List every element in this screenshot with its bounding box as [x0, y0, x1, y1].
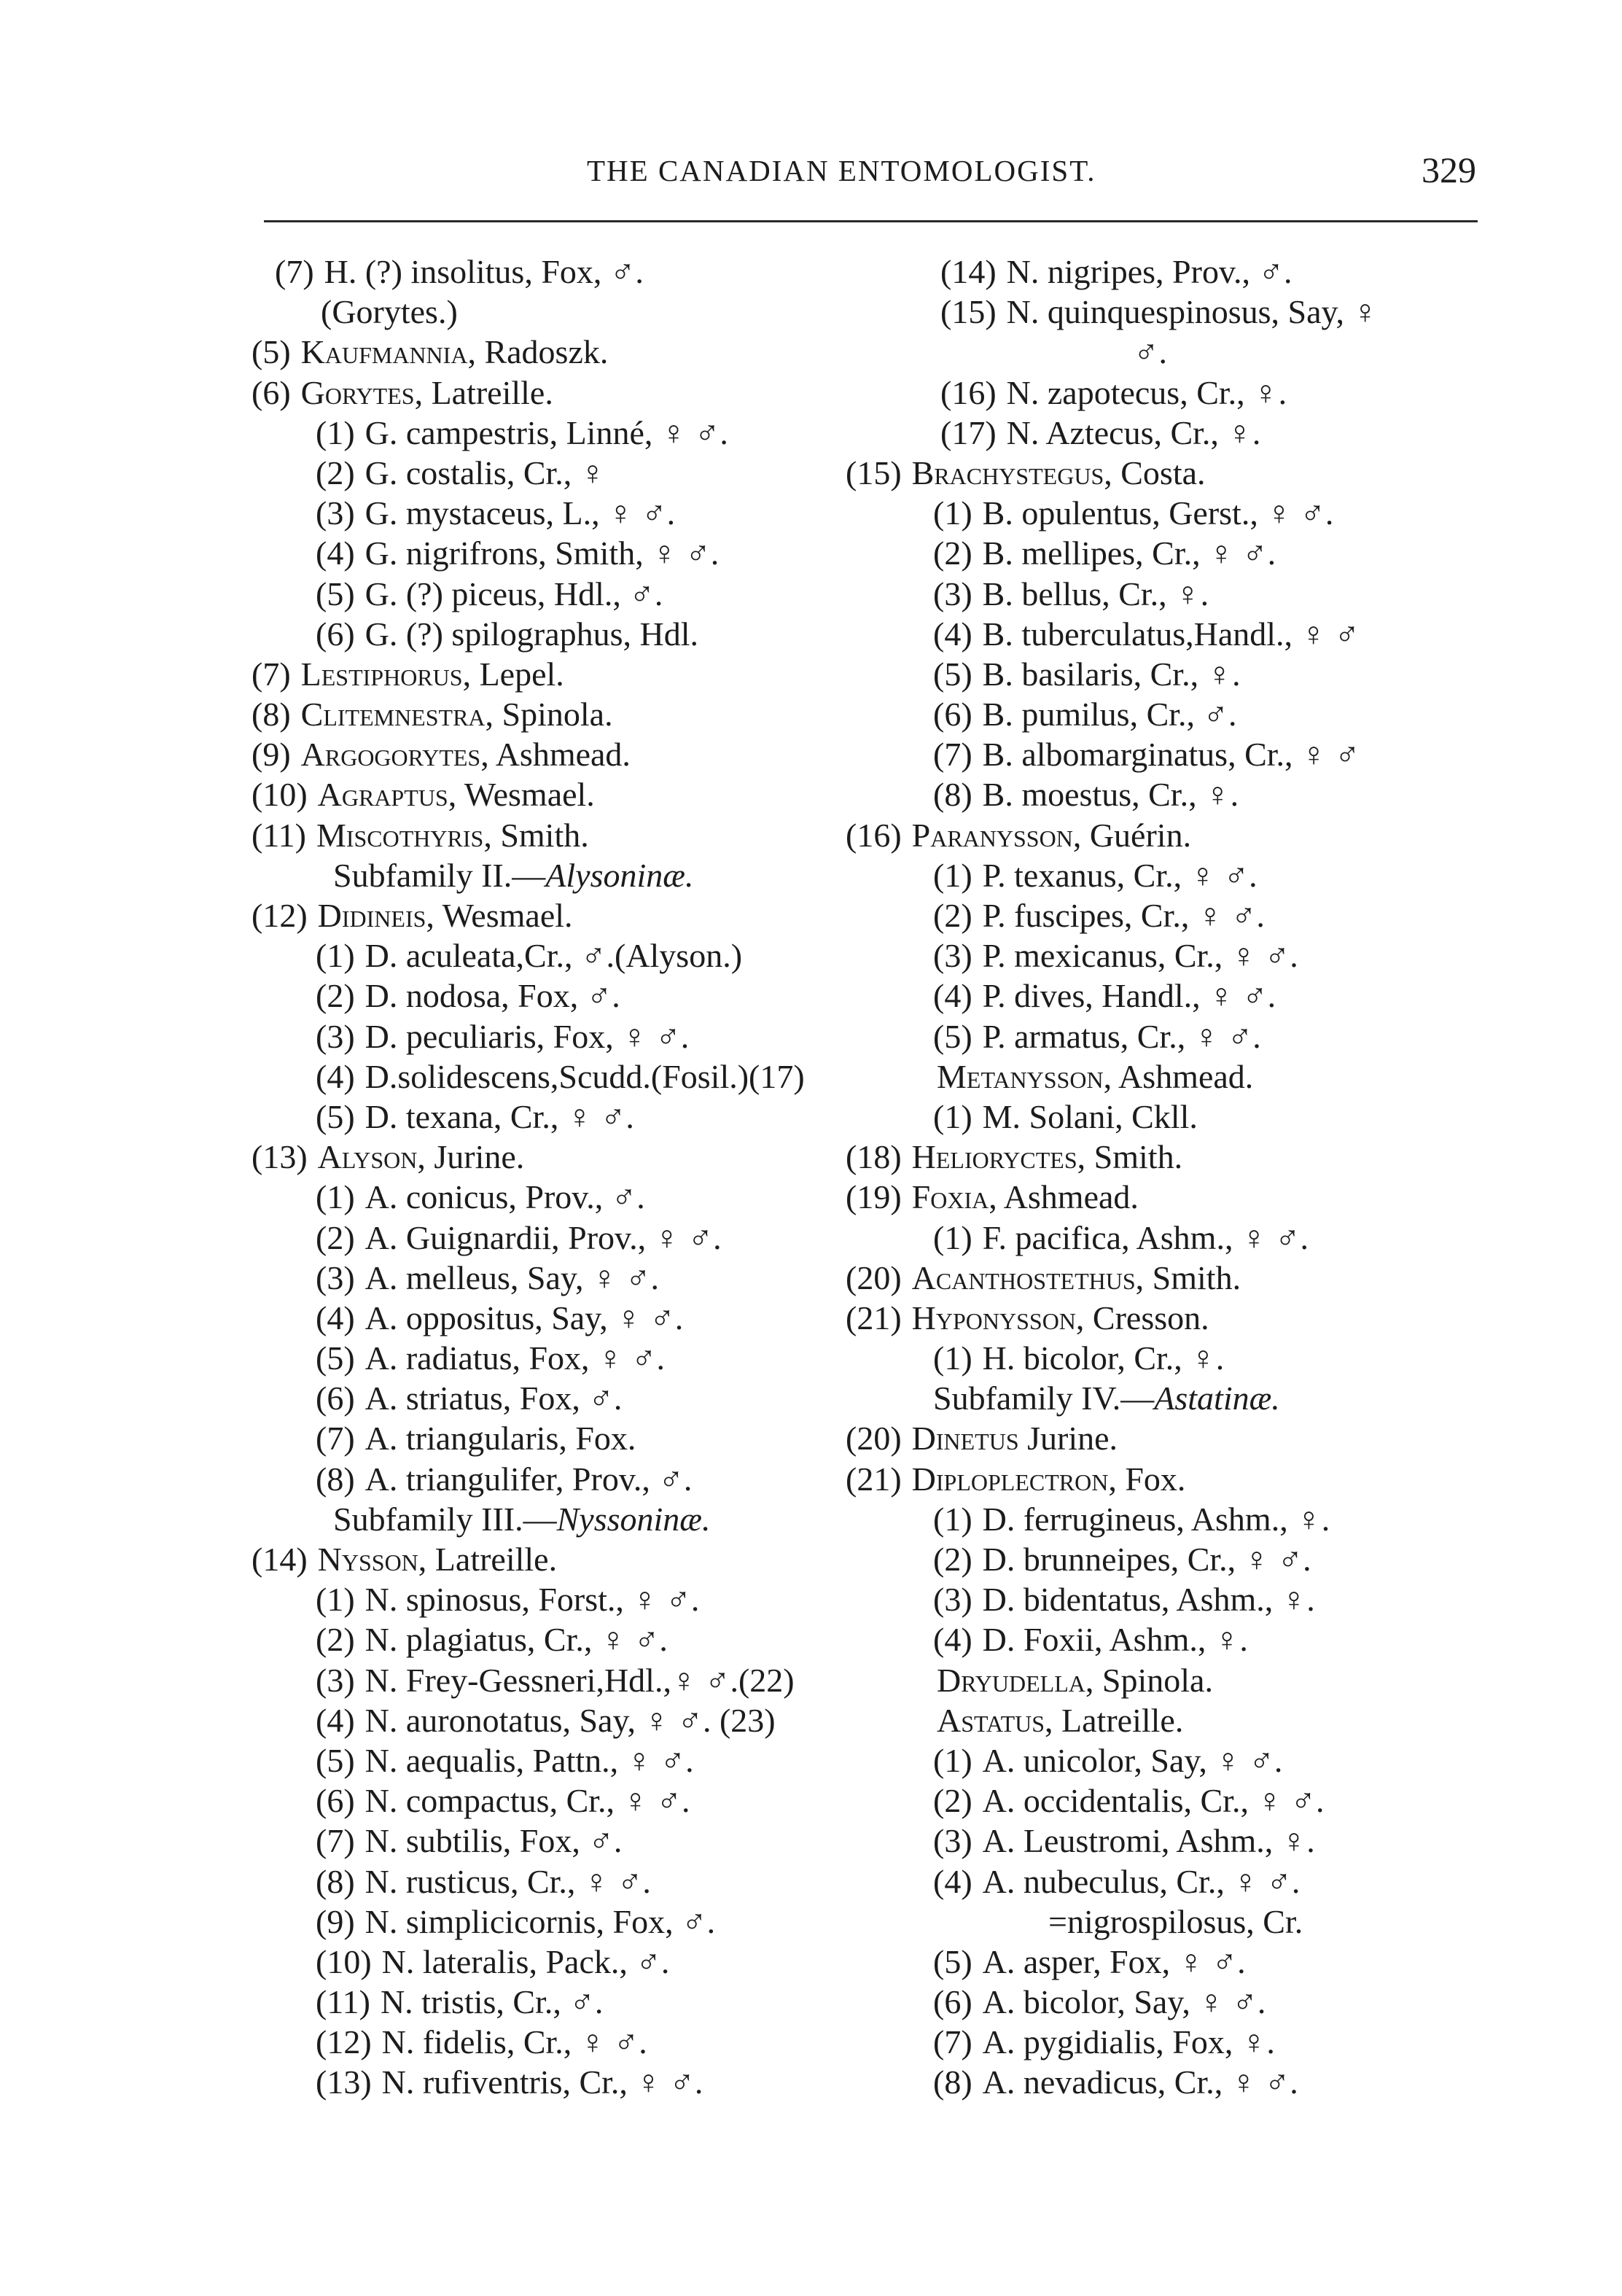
list-item — [252, 1821, 908, 1861]
list-item — [252, 1499, 908, 1539]
genus-name: Gorytes — [300, 373, 415, 411]
list-item — [252, 1982, 908, 2022]
entry-number: (6) — [316, 615, 355, 653]
list-item — [846, 1137, 1502, 1177]
entry-text: G. costalis, Cr., ♀ — [364, 454, 606, 491]
entry-text: A. triangularis, Fox. — [364, 1420, 636, 1458]
list-item — [846, 815, 1502, 855]
entry-text: A. nevadicus, Cr., ♀ ♂. — [982, 2063, 1298, 2101]
entry-text: N. auronotatus, Say, ♀ ♂. (23) — [364, 1701, 776, 1739]
header-rule — [264, 220, 1478, 222]
entry-text: H. bicolor, Cr., ♀. — [982, 1339, 1225, 1377]
subfamily-name: Nyssoninæ. — [556, 1500, 711, 1538]
list-item — [252, 734, 908, 774]
entry-text: P. texanus, Cr., ♀ ♂. — [982, 856, 1258, 894]
genus-name: Argogorytes — [300, 736, 481, 774]
list-item — [846, 1338, 1502, 1378]
list-item — [252, 935, 908, 976]
entry-number: (3) — [933, 1581, 972, 1619]
list-item — [252, 1579, 908, 1619]
entry-number: (1) — [933, 856, 972, 894]
entry-text: A. striatus, Fox, ♂. — [364, 1379, 623, 1417]
entry-number: (2) — [316, 977, 355, 1015]
entry-number: (20) — [846, 1258, 902, 1296]
genus-name: Brachystegus — [911, 454, 1104, 491]
entry-text: G. mystaceus, L., ♀ ♂. — [364, 494, 676, 532]
list-item — [252, 654, 908, 694]
entry-text: A. radiatus, Fox, ♀ ♂. — [364, 1339, 666, 1377]
entry-number: (2) — [933, 897, 972, 934]
entry-text: A. triangulifer, Prov., ♂. — [364, 1460, 693, 1498]
list-item — [846, 1499, 1502, 1539]
entry-number: (13) — [316, 2063, 372, 2101]
genus-name: Helioryctes — [911, 1138, 1077, 1176]
entry-number: (21) — [846, 1460, 902, 1498]
entry-text: Subfamily III.— — [333, 1500, 557, 1538]
right-column — [846, 252, 1502, 2103]
entry-number: (7) — [316, 1420, 355, 1458]
list-item — [846, 1056, 1502, 1097]
list-item — [252, 292, 908, 332]
entry-number: (1) — [316, 413, 355, 451]
entry-number: (7) — [933, 2023, 972, 2061]
list-item — [846, 1982, 1502, 2022]
entry-text: N. lateralis, Pack., ♂. — [381, 1942, 670, 1980]
entry-text: , Costa. — [1104, 454, 1206, 491]
entry-text: B. moestus, Cr., ♀. — [982, 776, 1239, 814]
entry-text: , Latreille. — [1045, 1701, 1184, 1739]
list-item — [252, 1097, 908, 1137]
genus-name: Miscothyris — [316, 816, 484, 854]
genus-name: Paranysson — [911, 816, 1073, 854]
genus-name: Nysson — [317, 1541, 418, 1578]
entry-text: N. plagiatus, Cr., ♀ ♂. — [364, 1621, 668, 1659]
list-item — [252, 493, 908, 533]
genus-name: Metanysson — [937, 1057, 1104, 1095]
entry-text: , Radoszk. — [467, 333, 609, 371]
list-item — [252, 895, 908, 935]
entry-number: (2) — [933, 1782, 972, 1820]
entry-text: P. dives, Handl., ♀ ♂. — [982, 977, 1276, 1015]
entry-text: D. aculeata,Cr., ♂.(Alyson.) — [364, 937, 743, 975]
list-item — [252, 1861, 908, 1902]
entry-text: H. (?) insolitus, Fox, ♂. — [324, 253, 644, 290]
entry-text: A. unicolor, Say, ♀ ♂. — [982, 1741, 1283, 1779]
entry-number: (6) — [252, 373, 291, 411]
entry-text: G. (?) piceus, Hdl., ♂. — [364, 575, 663, 612]
list-item — [252, 1298, 908, 1338]
entry-number: (11) — [316, 1983, 370, 2021]
entry-number: (8) — [252, 696, 291, 733]
entry-text: M. Solani, Ckll. — [982, 1097, 1198, 1135]
subfamily-name: Alysoninæ. — [545, 856, 694, 894]
entry-number: (5) — [252, 333, 291, 371]
list-item — [846, 292, 1502, 332]
genus-name: Hyponysson — [911, 1299, 1076, 1336]
list-item — [846, 976, 1502, 1016]
list-item — [846, 1660, 1502, 1700]
list-item — [252, 694, 908, 734]
entry-text: N. nigripes, Prov., ♂. — [1006, 253, 1292, 290]
entry-number: (1) — [316, 1581, 355, 1619]
entry-number: (4) — [933, 615, 972, 653]
list-item — [846, 1177, 1502, 1217]
entry-text: , Wesmael. — [426, 897, 573, 934]
list-item — [252, 1016, 908, 1056]
list-item — [252, 1740, 908, 1781]
genus-name: Kaufmannia — [300, 333, 468, 371]
list-item — [846, 1258, 1502, 1298]
entry-number: (14) — [940, 253, 997, 290]
entry-number: (3) — [316, 1661, 355, 1699]
entry-text: G. campestris, Linné, ♀ ♂. — [364, 413, 728, 451]
entry-text: F. pacifica, Ashm., ♀ ♂. — [982, 1218, 1309, 1256]
entry-text: Subfamily IV.— — [933, 1379, 1155, 1417]
list-item — [252, 574, 908, 614]
entry-number: (1) — [933, 1218, 972, 1256]
list-item — [252, 1056, 908, 1097]
entry-text: B. opulentus, Gerst., ♀ ♂. — [982, 494, 1334, 532]
running-title: THE CANADIAN ENTOMOLOGIST. — [587, 154, 1096, 187]
entry-number: (9) — [316, 1902, 355, 1940]
entry-text: N. zapotecus, Cr., ♀. — [1006, 373, 1287, 411]
entry-number: (1) — [316, 1178, 355, 1216]
genus-name: Clitemnestra — [300, 696, 486, 733]
entry-number: (1) — [933, 494, 972, 532]
list-item — [846, 2022, 1502, 2062]
list-item — [252, 1418, 908, 1458]
list-item — [846, 1700, 1502, 1740]
entry-number: (2) — [316, 1621, 355, 1659]
entry-text: A. pygidialis, Fox, ♀. — [982, 2023, 1275, 2061]
genus-name: Alyson — [317, 1138, 418, 1176]
entry-text: A. Guignardii, Prov., ♀ ♂. — [364, 1218, 722, 1256]
entry-text: ♂. — [1134, 333, 1167, 371]
entry-number: (21) — [846, 1299, 902, 1336]
entry-number: (3) — [933, 1822, 972, 1860]
entry-number: (6) — [933, 1983, 972, 2021]
list-item — [846, 1579, 1502, 1619]
list-item — [846, 2062, 1502, 2102]
entry-text: B. albomarginatus, Cr., ♀ ♂ — [982, 736, 1360, 774]
entry-text: N. quinquespinosus, Say, ♀ — [1006, 293, 1379, 331]
entry-number: (2) — [316, 1218, 355, 1256]
entry-text: D. nodosa, Fox, ♂. — [364, 977, 620, 1015]
entry-number: (1) — [933, 1500, 972, 1538]
genus-name: Agraptus — [317, 776, 448, 814]
entry-number: (5) — [316, 1741, 355, 1779]
page-number: 329 — [1422, 149, 1476, 190]
list-item — [846, 1378, 1502, 1418]
entry-number: (7) — [933, 736, 972, 774]
list-item — [252, 332, 908, 372]
list-item — [846, 654, 1502, 694]
list-item — [252, 1539, 908, 1579]
list-item — [252, 2062, 908, 2102]
entry-number: (1) — [316, 937, 355, 975]
left-column — [252, 252, 908, 2103]
entry-number: (1) — [933, 1097, 972, 1135]
entry-text: , Guérin. — [1072, 816, 1192, 854]
entry-number: (5) — [316, 1339, 355, 1377]
list-item — [252, 1700, 908, 1740]
entry-text: N. rusticus, Cr., ♀ ♂. — [364, 1862, 651, 1900]
entry-number: (5) — [933, 1942, 972, 1980]
entry-number: (4) — [933, 1621, 972, 1659]
list-item — [252, 1177, 908, 1217]
entry-text: Subfamily II.— — [333, 856, 546, 894]
entry-text: , Wesmael. — [448, 776, 595, 814]
list-item — [846, 935, 1502, 976]
list-item — [252, 2022, 908, 2062]
list-item — [846, 1821, 1502, 1861]
entry-text: , Smith. — [1077, 1138, 1183, 1176]
list-item — [846, 1016, 1502, 1056]
entry-text: A. occidentalis, Cr., ♀ ♂. — [982, 1782, 1325, 1820]
entry-text: , Lepel. — [462, 655, 564, 693]
list-item — [252, 1218, 908, 1258]
entry-number: (1) — [933, 1339, 972, 1377]
entry-number: (6) — [316, 1782, 355, 1820]
entry-text: B. pumilus, Cr., ♂. — [982, 696, 1237, 733]
list-item — [252, 1902, 908, 1942]
list-item — [846, 855, 1502, 895]
list-item — [846, 1459, 1502, 1499]
entry-number: (6) — [316, 1379, 355, 1417]
list-item — [252, 855, 908, 895]
genus-name: Foxia — [911, 1178, 989, 1216]
entry-text: B. basilaris, Cr., ♀. — [982, 655, 1241, 693]
entry-text: G. (?) spilographus, Hdl. — [364, 615, 699, 653]
list-item — [846, 694, 1502, 734]
entry-number: (2) — [316, 454, 355, 491]
list-item — [846, 614, 1502, 654]
entry-number: (15) — [940, 293, 997, 331]
entry-number: (8) — [316, 1460, 355, 1498]
list-item — [846, 1861, 1502, 1902]
genus-name: Lestiphorus — [300, 655, 463, 693]
list-item — [846, 373, 1502, 413]
entry-number: (3) — [316, 1017, 355, 1055]
entry-number: (5) — [316, 1097, 355, 1135]
entry-number: (13) — [252, 1138, 308, 1176]
list-item — [846, 1097, 1502, 1137]
entry-text: , Cresson. — [1075, 1299, 1209, 1336]
list-item — [846, 1539, 1502, 1579]
entry-number: (3) — [316, 1258, 355, 1296]
entry-number: (8) — [933, 776, 972, 814]
entry-text: , Spinola. — [1085, 1661, 1213, 1699]
entry-number: (10) — [316, 1942, 372, 1980]
list-item — [252, 533, 908, 573]
entry-number: (1) — [933, 1741, 972, 1779]
entry-text: D. bidentatus, Ashm., ♀. — [982, 1581, 1315, 1619]
list-item — [252, 614, 908, 654]
list-item — [252, 774, 908, 814]
list-item — [252, 976, 908, 1016]
entry-number: (10) — [252, 776, 308, 814]
entry-text: N. tristis, Cr., ♂. — [380, 1983, 604, 2021]
entry-number: (6) — [933, 696, 972, 733]
entry-number: (4) — [316, 534, 355, 572]
entry-text: A. bicolor, Say, ♀ ♂. — [982, 1983, 1266, 2021]
list-item — [252, 1781, 908, 1821]
list-item — [846, 533, 1502, 573]
list-item — [252, 373, 908, 413]
entry-number: (5) — [316, 575, 355, 612]
list-item — [846, 734, 1502, 774]
entry-text: A. Leustromi, Ashm., ♀. — [982, 1822, 1315, 1860]
list-item — [846, 493, 1502, 533]
list-item — [252, 1338, 908, 1378]
entry-text: A. conicus, Prov., ♂. — [364, 1178, 645, 1216]
entry-text: , Latreille. — [414, 373, 553, 411]
entry-number: (4) — [316, 1701, 355, 1739]
entry-text: B. mellipes, Cr., ♀ ♂. — [982, 534, 1276, 572]
list-item — [252, 453, 908, 493]
entry-text: N. fidelis, Cr., ♀ ♂. — [381, 2023, 647, 2061]
entry-text: Jurine. — [1018, 1420, 1118, 1458]
entry-text: , Smith. — [1135, 1258, 1241, 1296]
list-item — [846, 252, 1502, 292]
entry-number: (9) — [252, 736, 291, 774]
list-item — [846, 1942, 1502, 1982]
entry-number: (4) — [933, 1862, 972, 1900]
entry-number: (3) — [933, 575, 972, 612]
entry-text: D.solidescens,Scudd.(Fosil.)(17) — [364, 1057, 805, 1095]
entry-number: (15) — [846, 454, 902, 491]
entry-text: , Ashmead. — [1103, 1057, 1254, 1095]
entry-text: A. oppositus, Say, ♀ ♂. — [364, 1299, 684, 1336]
list-item — [252, 1660, 908, 1700]
list-item — [252, 1378, 908, 1418]
entry-number: (11) — [252, 816, 306, 854]
entry-number: (7) — [316, 1822, 355, 1860]
list-item — [252, 1619, 908, 1659]
entry-text: N. compactus, Cr., ♀ ♂. — [364, 1782, 690, 1820]
list-item — [846, 453, 1502, 493]
entry-number: (12) — [316, 2023, 372, 2061]
subfamily-name: Astatinæ. — [1154, 1379, 1280, 1417]
entry-text: N. aequalis, Pattn., ♀ ♂. — [364, 1741, 694, 1779]
list-item — [252, 1942, 908, 1982]
entry-number: (17) — [940, 413, 997, 451]
genus-name: Dinetus — [911, 1420, 1019, 1458]
genus-name: Diploplectron — [911, 1460, 1109, 1498]
entry-text: N. Aztecus, Cr., ♀. — [1006, 413, 1261, 451]
entry-number: (14) — [252, 1541, 308, 1578]
entry-number: (8) — [933, 2063, 972, 2101]
entry-number: (8) — [316, 1862, 355, 1900]
entry-text: N. Frey-Gessneri,Hdl.,♀ ♂.(22) — [364, 1661, 795, 1699]
list-item — [252, 815, 908, 855]
entry-text: N. rufiventris, Cr., ♀ ♂. — [381, 2063, 703, 2101]
entry-text: , Ashmead. — [989, 1178, 1139, 1216]
entry-number: (18) — [846, 1138, 902, 1176]
entry-number: (7) — [252, 655, 291, 693]
entry-number: (5) — [933, 1017, 972, 1055]
entry-number: (5) — [933, 655, 972, 693]
entry-text: D. Foxii, Ashm., ♀. — [982, 1621, 1248, 1659]
list-item — [252, 413, 908, 453]
list-item — [252, 1137, 908, 1177]
genus-name: Acanthostethus — [911, 1258, 1136, 1296]
list-item — [846, 1781, 1502, 1821]
entry-text: , Latreille. — [418, 1541, 558, 1578]
entry-text: N. simplicicornis, Fox, ♂. — [364, 1902, 716, 1940]
list-item — [846, 1740, 1502, 1781]
entry-number: (2) — [933, 534, 972, 572]
genus-name: Dryudella — [937, 1661, 1085, 1699]
entry-number: (12) — [252, 897, 308, 934]
entry-text: P. fuscipes, Cr., ♀ ♂. — [982, 897, 1265, 934]
entry-number: (16) — [846, 816, 902, 854]
entry-number: (4) — [316, 1057, 355, 1095]
entry-text: D. brunneipes, Cr., ♀ ♂. — [982, 1541, 1311, 1578]
page-header — [266, 149, 1476, 204]
entry-text: , Smith. — [483, 816, 589, 854]
genus-name: Astatus — [937, 1701, 1045, 1739]
list-item — [846, 332, 1502, 372]
list-item — [846, 1418, 1502, 1458]
list-item — [252, 1258, 908, 1298]
entry-number: (3) — [933, 937, 972, 975]
entry-text: B. bellus, Cr., ♀. — [982, 575, 1209, 612]
list-item — [846, 1902, 1502, 1942]
entry-text: , Spinola. — [485, 696, 613, 733]
entry-number: (20) — [846, 1420, 902, 1458]
entry-text: , Jurine. — [417, 1138, 525, 1176]
list-item — [252, 1459, 908, 1499]
list-item — [846, 574, 1502, 614]
entry-text: N. subtilis, Fox, ♂. — [364, 1822, 623, 1860]
list-item — [846, 1218, 1502, 1258]
entry-number: (3) — [316, 494, 355, 532]
entry-text: , Ashmead. — [480, 736, 631, 774]
entry-number: (2) — [933, 1541, 972, 1578]
entry-text: A. nubeculus, Cr., ♀ ♂. — [982, 1862, 1301, 1900]
entry-number: (4) — [933, 977, 972, 1015]
entry-text: D. texana, Cr., ♀ ♂. — [364, 1097, 634, 1135]
entry-text: N. spinosus, Forst., ♀ ♂. — [364, 1581, 700, 1619]
entry-number: (16) — [940, 373, 997, 411]
entry-text: D. ferrugineus, Ashm., ♀. — [982, 1500, 1330, 1538]
entry-text: (Gorytes.) — [321, 293, 458, 331]
list-item — [846, 895, 1502, 935]
list-item — [846, 1619, 1502, 1659]
entry-text: P. armatus, Cr., ♀ ♂. — [982, 1017, 1261, 1055]
entry-text: =nigrospilosus, Cr. — [1048, 1902, 1303, 1940]
entry-text: A. asper, Fox, ♀ ♂. — [982, 1942, 1246, 1980]
entry-text: , Fox. — [1108, 1460, 1186, 1498]
entry-text: B. tuberculatus,Handl., ♀ ♂ — [982, 615, 1360, 653]
entry-text: D. peculiaris, Fox, ♀ ♂. — [364, 1017, 690, 1055]
entry-number: (19) — [846, 1178, 902, 1216]
genus-name: Didineis — [317, 897, 426, 934]
list-item — [846, 1298, 1502, 1338]
entry-text: A. melleus, Say, ♀ ♂. — [364, 1258, 659, 1296]
entry-number: (4) — [316, 1299, 355, 1336]
list-item — [846, 413, 1502, 453]
entry-number: (7) — [275, 253, 314, 290]
entry-text: P. mexicanus, Cr., ♀ ♂. — [982, 937, 1298, 975]
entry-text: G. nigrifrons, Smith, ♀ ♂. — [364, 534, 720, 572]
list-item — [846, 774, 1502, 814]
list-item — [252, 252, 908, 292]
